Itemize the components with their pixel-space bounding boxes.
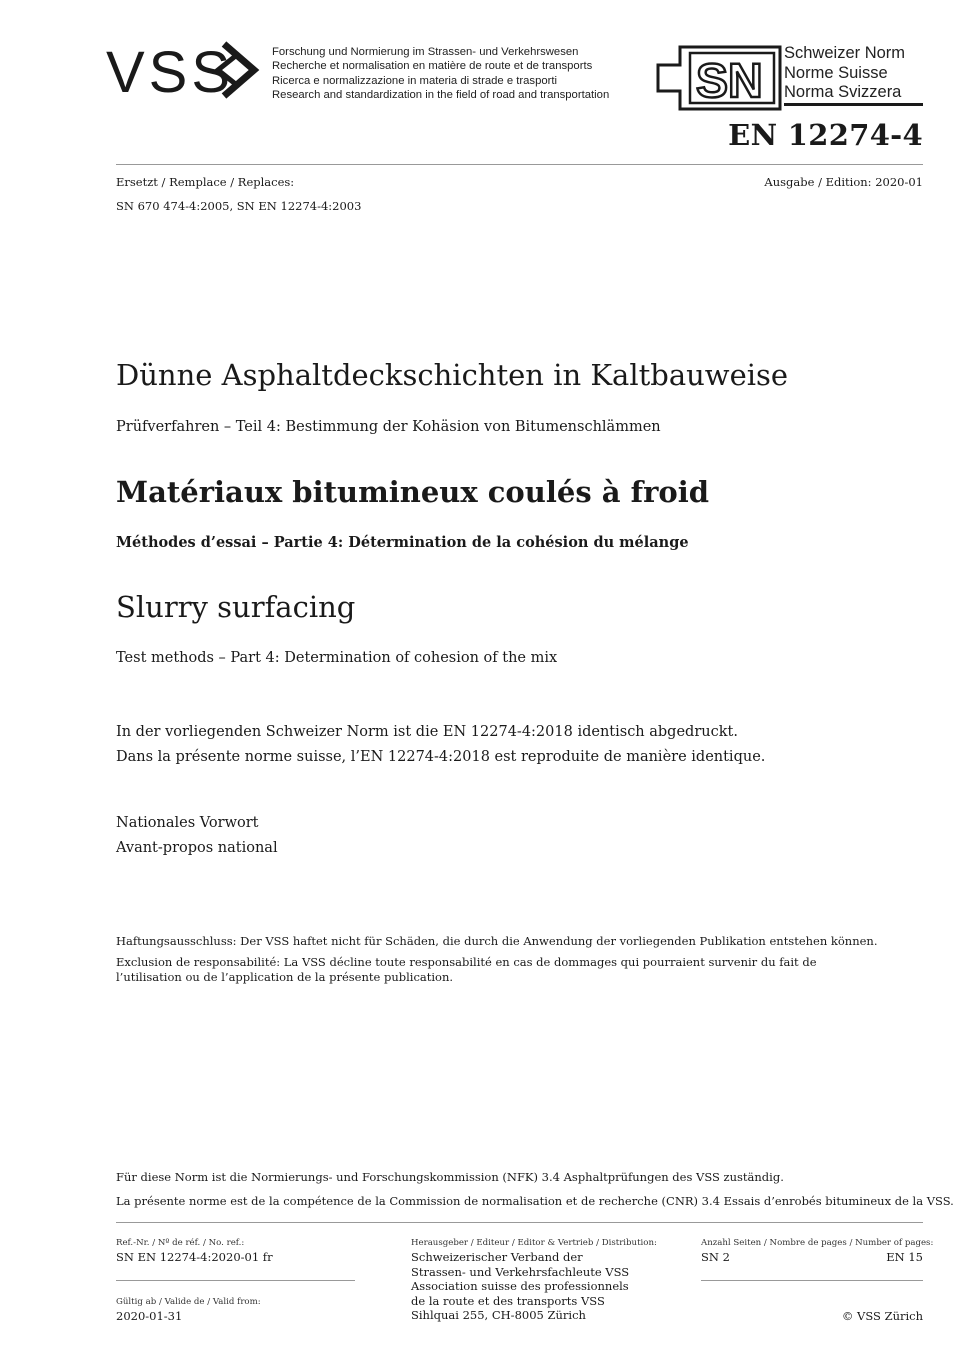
sn-name-it: Norma Svizzera [784, 83, 902, 101]
disclaimer-de: Haftungsausschluss: Der VSS haftet nicht für Schäden, die durch die Anwendung der vorliegenden Publikation entstehen können. [116, 934, 878, 948]
subtitle-en: Test methods – Part 4: Determination of cohesion of the mix [116, 650, 558, 666]
publisher-line: Association suisse des professionnels [411, 1279, 629, 1294]
vss-logo [106, 40, 266, 100]
vss-tagline-line: Forschung und Normierung im Strassen- und Verkehrswesen [272, 46, 579, 58]
valid-label: Gültig ab / Valide de / Valid from: [116, 1297, 261, 1307]
edition-label: Ausgabe / Edition: 2020-01 [764, 175, 923, 189]
title-fr: Matériaux bitumineux coulés à froid [116, 475, 710, 509]
replaces-label: Ersetzt / Remplace / Replaces: [116, 175, 295, 189]
publisher-address [411, 1250, 629, 1323]
pages-sn: SN 2 [701, 1250, 730, 1264]
ref-value: SN EN 12274-4:2020-01 fr [116, 1250, 273, 1264]
replaces-list: SN 670 474-4:2005, SN EN 12274-4:2003 [116, 199, 362, 213]
vss-logo-text: VSS [106, 40, 235, 100]
publisher-line: Strassen- und Verkehrsfachleute VSS [411, 1264, 630, 1279]
vss-tagline-line: Research and standardization in the field of road and transportation [272, 88, 610, 101]
commission-fr: La présente norme est de la compétence de la Commission de normalisation et de recherche (CNR) 3.4 Essais d’enrobés bitumineux de la VSS. [116, 1194, 954, 1208]
ref-label: Ref.-Nr. / Nº de réf. / No. ref.: [116, 1238, 245, 1248]
subtitle-fr: Méthodes d’essai – Partie 4: Détermination de la cohésion du mélange [116, 534, 689, 551]
subtitle-de: Prüfverfahren – Teil 4: Bestimmung der Kohäsion von Bitumenschlämmen [116, 419, 661, 435]
foreword-fr: Avant-propos national [116, 840, 278, 856]
title-en: Slurry surfacing [116, 590, 356, 624]
sn-names [784, 44, 905, 103]
publisher-label: Herausgeber / Editeur / Editor & Vertrieb / Distribution: [411, 1238, 657, 1248]
publisher-line: Sihlquai 255, CH-8005 Zürich [411, 1308, 586, 1323]
vss-tagline-line: Recherche et normalisation en matière de route et de transports [272, 60, 593, 73]
ref-divider [116, 1280, 355, 1281]
notice-de: In der vorliegenden Schweizer Norm ist die EN 12274-4:2018 identisch abgedruckt. [116, 724, 738, 740]
valid-value: 2020-01-31 [116, 1309, 183, 1323]
title-de: Dünne Asphaltdeckschichten in Kaltbauweise [116, 358, 789, 392]
publisher-line: de la route et des transports VSS [411, 1293, 605, 1308]
header-divider [116, 164, 923, 165]
footer-divider [116, 1222, 923, 1223]
commission-de: Für diese Norm ist die Normierungs- und Forschungskommission (NFK) 3.4 Asphaltprüfungen des VSS zuständig. [116, 1170, 784, 1184]
vss-tagline-line: Ricerca e normalizzazione in materia di strade e trasporti [272, 74, 558, 87]
sn-logo [656, 45, 784, 111]
notice-fr: Dans la présente norme suisse, l’EN 12274-4:2018 est reproduite de manière identique. [116, 749, 766, 765]
publisher-line: Schweizerischer Verband der [411, 1250, 583, 1264]
standard-number: EN 12274-4 [728, 118, 923, 152]
vss-tagline [272, 45, 609, 102]
sn-logo-text: SN [696, 55, 763, 108]
pages-label: Anzahl Seiten / Nombre de pages / Number of pages: [701, 1238, 934, 1248]
copyright: © VSS Zürich [841, 1309, 923, 1323]
pages-en: EN 15 [886, 1250, 923, 1264]
sn-underline [784, 103, 923, 106]
sn-name-de: Schweizer Norm [784, 44, 906, 62]
sn-name-fr: Norme Suisse [784, 63, 888, 82]
foreword-de: Nationales Vorwort [116, 815, 259, 831]
pages-divider [701, 1280, 923, 1281]
disclaimer-fr: Exclusion de responsabilité: La VSS décline toute responsabilité en cas de dommages qui pourraient survenir du fait de l’utilisation ou de l’application de la présente publication. [116, 955, 817, 984]
